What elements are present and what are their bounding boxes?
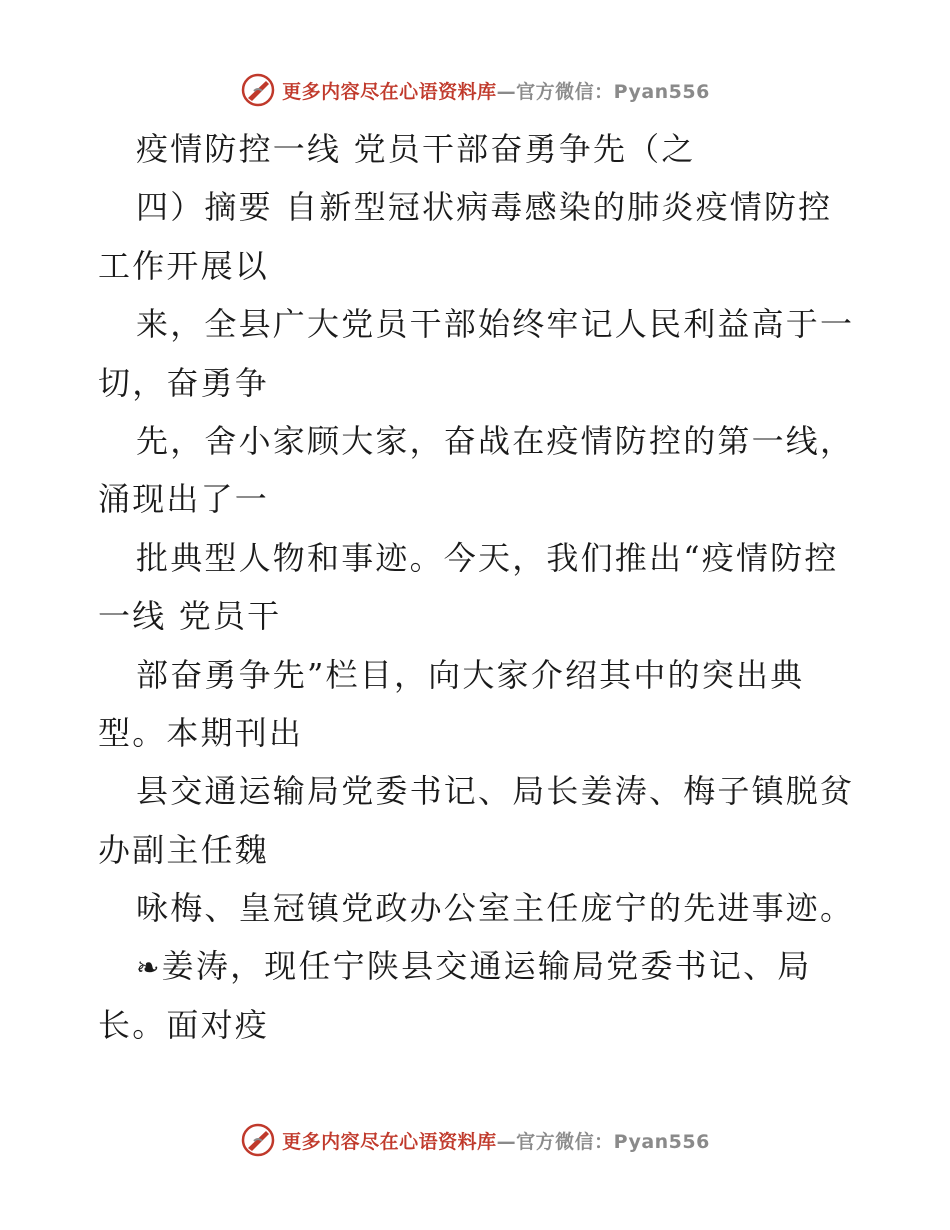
text-line-content: 办副主任魏: [98, 830, 270, 869]
watermark-dash: —: [496, 1130, 517, 1153]
text-line-content: 姜涛，现任宁陕县交通运输局党委书记、局: [161, 947, 812, 986]
text-line-content: 切，奋勇争: [98, 363, 270, 402]
text-line-content: 一线 党员干: [98, 597, 282, 636]
text-line: [98, 412, 858, 470]
text-line: [98, 646, 858, 704]
flourish-bullet-icon: ❧: [136, 951, 162, 985]
text-line: [98, 120, 858, 178]
text-line: [98, 762, 858, 820]
text-line: [98, 821, 858, 879]
text-line: [98, 587, 858, 645]
text-line: [98, 295, 858, 353]
watermark-wechat-text: 官方微信：Pyan556: [516, 80, 710, 103]
text-line-content: 工作开展以: [98, 246, 270, 285]
text-line-content: 先，舍小家顾大家，奋战在疫情防控的第一线，: [136, 421, 855, 460]
text-line: [98, 704, 858, 762]
text-line-content: 疫情防控一线 党员干部奋勇争先（之: [136, 130, 696, 168]
document-body: [98, 120, 858, 1054]
text-line: [98, 354, 858, 412]
text-line-content: 部奋勇争先”栏目，向大家介绍其中的突出典: [136, 655, 805, 694]
watermark-wechat-text: 官方微信：Pyan556: [516, 1130, 710, 1153]
text-line: [98, 879, 858, 937]
text-line: [98, 178, 858, 236]
seal-logo-icon: [240, 72, 276, 108]
watermark-text: [282, 1127, 710, 1154]
text-line-content: 咏梅、皇冠镇党政办公室主任庞宁的先进事迹。: [136, 889, 855, 928]
text-line: [98, 237, 858, 295]
text-line-content: 来，全县广大党员干部始终牢记人民利益高于一: [136, 305, 855, 344]
footer-watermark: [0, 1120, 950, 1160]
text-line-content: 长。面对疫: [98, 1005, 270, 1044]
watermark-text: [282, 77, 710, 104]
watermark-main-text: 更多内容尽在心语资料库: [282, 1130, 497, 1153]
text-line-content: 四）摘要 自新型冠状病毒感染的肺炎疫情防控: [136, 188, 833, 227]
text-line-content: 县交通运输局党委书记、局长姜涛、梅子镇脱贫: [136, 772, 855, 811]
text-line: [98, 529, 858, 587]
text-line-content: 型。本期刊出: [98, 713, 304, 752]
watermark-main-text: 更多内容尽在心语资料库: [282, 80, 497, 103]
text-line: [98, 996, 858, 1054]
text-line: [98, 937, 858, 995]
watermark-dash: —: [496, 80, 517, 103]
seal-logo-icon: [240, 1122, 276, 1158]
header-watermark: [0, 70, 950, 110]
text-line: [98, 470, 858, 528]
text-line-content: 涌现出了一: [98, 480, 270, 519]
text-line-content: 批典型人物和事迹。今天，我们推出“疫情防控: [136, 538, 839, 577]
